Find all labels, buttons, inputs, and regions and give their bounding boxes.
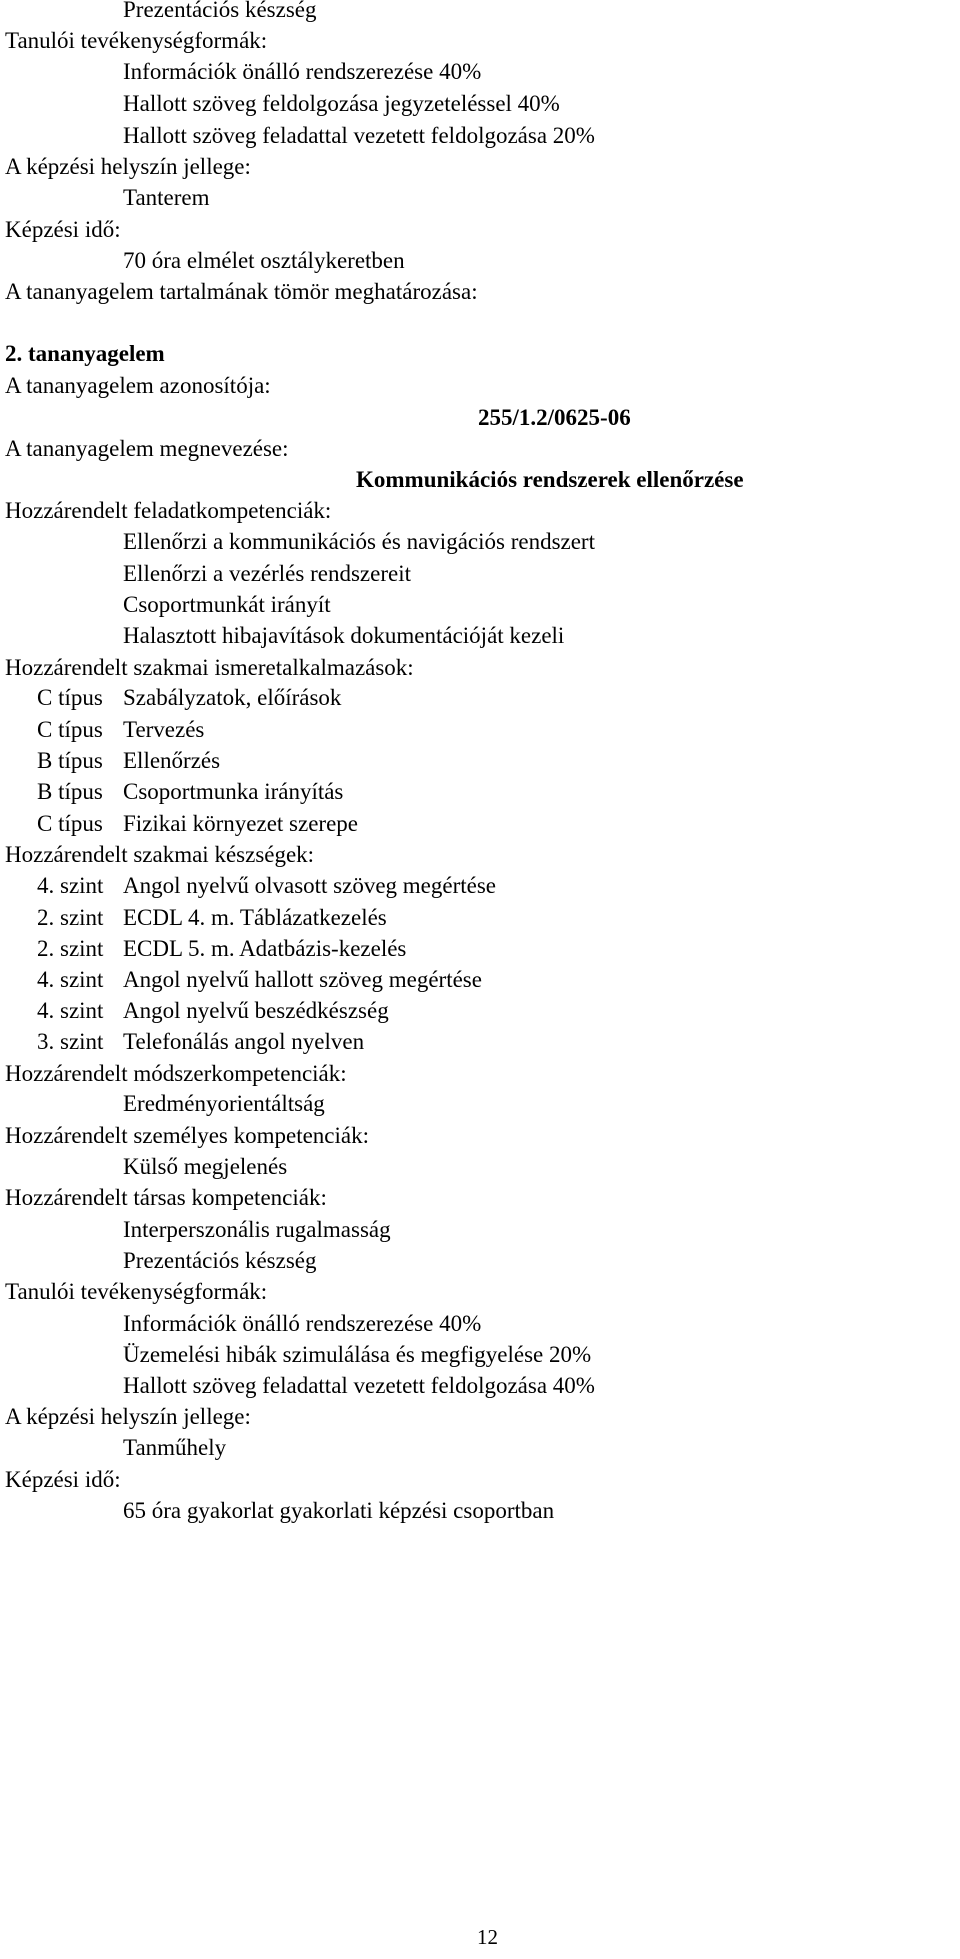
field-value: 70 óra elmélet osztálykeretben <box>123 248 405 273</box>
section-heading: 2. tananyagelem <box>5 341 165 366</box>
list-item: Tervezés <box>123 717 205 742</box>
list-item: ECDL 4. m. Táblázatkezelés <box>123 905 387 930</box>
field-value: Hallott szöveg feladattal vezetett feldolgozása 20% <box>123 123 595 148</box>
list-item: Fizikai környezet szerepe <box>123 811 358 836</box>
list-item: Csoportmunka irányítás <box>123 779 344 804</box>
field-value: Információk önálló rendszerezése 40% <box>123 59 482 84</box>
field-value: Hallott szöveg feldolgozása jegyzeteléssel 40% <box>123 91 560 116</box>
item-level: C típus <box>37 811 103 836</box>
field-value: Üzemelési hibák szimulálása és megfigyelése 20% <box>123 1342 592 1367</box>
list-item: Ellenőrzés <box>123 748 221 773</box>
item-level: 2. szint <box>37 936 104 961</box>
field-label: A képzési helyszín jellege: <box>5 154 251 179</box>
field-label: Képzési idő: <box>5 1467 121 1492</box>
list-item: Szabályzatok, előírások <box>123 685 342 710</box>
field-label: Képzési idő: <box>5 217 121 242</box>
field-value: Prezentációs készség <box>123 0 317 22</box>
item-level: 4. szint <box>37 967 104 992</box>
field-label: Tanulói tevékenységformák: <box>5 28 268 53</box>
field-value: Csoportmunkát irányít <box>123 592 331 617</box>
field-value: 65 óra gyakorlat gyakorlati képzési csoportban <box>123 1498 555 1523</box>
field-value: Tanműhely <box>123 1435 227 1460</box>
list-item: Angol nyelvű beszédkészség <box>123 998 389 1023</box>
field-value: Halasztott hibajavítások dokumentációját kezeli <box>123 623 565 648</box>
field-label: Hozzárendelt szakmai ismeretalkalmazások: <box>5 655 414 680</box>
field-label: A képzési helyszín jellege: <box>5 1404 251 1429</box>
item-level: B típus <box>37 779 103 804</box>
field-value: Eredményorientáltság <box>123 1091 325 1116</box>
field-value: Ellenőrzi a kommunikációs és navigációs rendszert <box>123 529 595 554</box>
field-value: Ellenőrzi a vezérlés rendszereit <box>123 561 411 586</box>
list-item: Angol nyelvű hallott szöveg megértése <box>123 967 482 992</box>
field-value: Prezentációs készség <box>123 1248 317 1273</box>
field-label: A tananyagelem azonosítója: <box>5 373 271 398</box>
item-level: C típus <box>37 685 103 710</box>
field-label: A tananyagelem tartalmának tömör meghatározása: <box>5 279 478 304</box>
field-value: Tanterem <box>123 185 210 210</box>
list-item: ECDL 5. m. Adatbázis-kezelés <box>123 936 407 961</box>
item-level: 3. szint <box>37 1029 104 1054</box>
element-name: Kommunikációs rendszerek ellenőrzése <box>356 467 744 492</box>
item-level: 4. szint <box>37 998 104 1023</box>
field-label: A tananyagelem megnevezése: <box>5 436 289 461</box>
page-number: 12 <box>477 1925 498 1949</box>
list-item: Angol nyelvű olvasott szöveg megértése <box>123 873 497 898</box>
field-value: Interperszonális rugalmasság <box>123 1217 391 1242</box>
item-level: C típus <box>37 717 103 742</box>
field-value: Információk önálló rendszerezése 40% <box>123 1311 482 1336</box>
field-label: Hozzárendelt módszerkompetenciák: <box>5 1061 347 1086</box>
field-label: Tanulói tevékenységformák: <box>5 1279 268 1304</box>
field-value: Külső megjelenés <box>123 1154 288 1179</box>
item-level: 4. szint <box>37 873 104 898</box>
item-level: B típus <box>37 748 103 773</box>
list-item: Telefonálás angol nyelven <box>123 1029 365 1054</box>
field-label: Hozzárendelt személyes kompetenciák: <box>5 1123 370 1148</box>
item-level: 2. szint <box>37 905 104 930</box>
field-label: Hozzárendelt szakmai készségek: <box>5 842 315 867</box>
field-label: Hozzárendelt társas kompetenciák: <box>5 1185 327 1210</box>
element-id: 255/1.2/0625-06 <box>478 405 631 430</box>
field-label: Hozzárendelt feladatkompetenciák: <box>5 498 332 523</box>
field-value: Hallott szöveg feladattal vezetett feldolgozása 40% <box>123 1373 595 1398</box>
